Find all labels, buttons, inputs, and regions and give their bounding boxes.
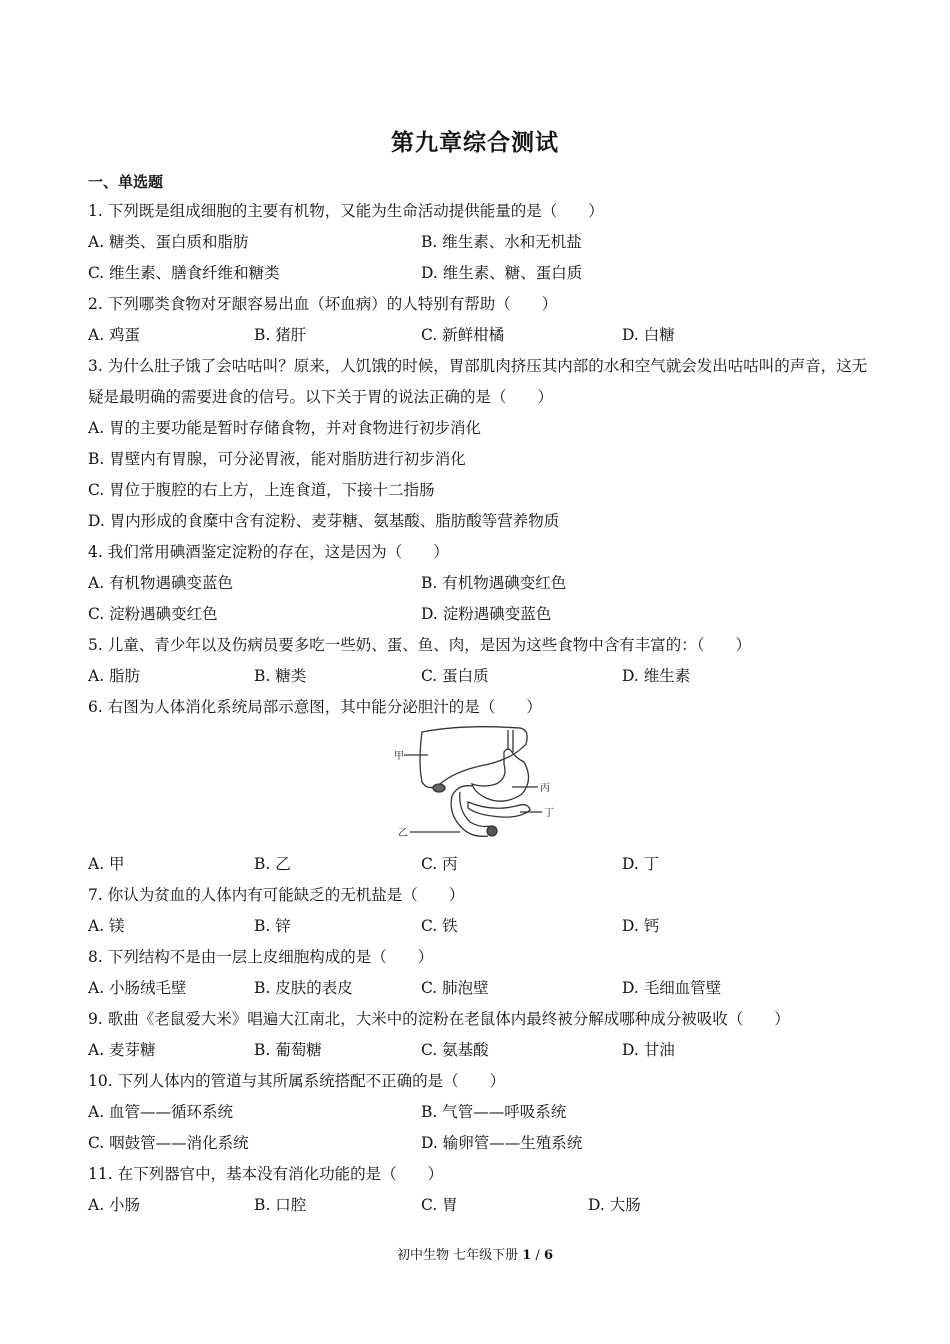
q7-option-c: C. 铁	[421, 917, 458, 935]
page-footer	[0, 1244, 950, 1263]
q10-option-d: D. 输卵管——生殖系统	[421, 1134, 583, 1152]
question-7-stem: 7. 你认为贫血的人体内有可能缺乏的无机盐是（ ）	[88, 886, 465, 904]
label-yi: 乙	[398, 828, 408, 839]
q2-option-c: C. 新鲜柑橘	[421, 326, 505, 344]
q8-option-c: C. 肺泡壁	[421, 979, 489, 997]
digestive-system-diagram	[392, 722, 562, 847]
label-ding: 丁	[544, 808, 554, 819]
q11-option-c: C. 胃	[421, 1196, 458, 1214]
q8-option-d: D. 毛细血管壁	[622, 979, 722, 997]
q6-option-c: C. 丙	[421, 855, 458, 873]
q9-option-b: B. 葡萄糖	[254, 1041, 322, 1059]
footer-total-pages: 6	[543, 1248, 553, 1263]
q10-option-a: A. 血管——循环系统	[88, 1103, 234, 1121]
q6-option-b: B. 乙	[254, 855, 291, 873]
q5-option-a: A. 脂肪	[88, 667, 141, 685]
q1-option-a: A. 糖类、蛋白质和脂肪	[88, 233, 249, 251]
stomach-shape	[472, 749, 529, 801]
q4-option-b: B. 有机物遇碘变红色	[421, 574, 567, 592]
q5-option-b: B. 糖类	[254, 667, 307, 685]
q7-option-b: B. 锌	[254, 917, 291, 935]
q1-option-b: B. 维生素、水和无机盐	[421, 233, 582, 251]
q3-option-b: B. 胃壁内有胃腺，可分泌胃液，能对脂肪进行初步消化	[88, 450, 466, 468]
label-jia: 甲	[394, 751, 404, 762]
q5-option-d: D. 维生素	[622, 667, 691, 685]
q2-option-d: D. 白糖	[622, 326, 675, 344]
footer-separator: /	[531, 1248, 544, 1263]
q9-option-c: C. 氨基酸	[421, 1041, 489, 1059]
q10-option-b: B. 气管——呼吸系统	[421, 1103, 567, 1121]
q7-option-a: A. 镁	[88, 917, 125, 935]
question-10-stem: 10. 下列人体内的管道与其所属系统搭配不正确的是（ ）	[88, 1072, 506, 1090]
q11-option-a: A. 小肠	[88, 1196, 141, 1214]
question-8-stem: 8. 下列结构不是由一层上皮细胞构成的是（ ）	[88, 948, 434, 966]
q11-option-b: B. 口腔	[254, 1196, 307, 1214]
q10-option-c: C. 咽鼓管——消化系统	[88, 1134, 249, 1152]
q1-option-d: D. 维生素、糖、蛋白质	[421, 264, 583, 282]
intestine-end-shape	[487, 826, 497, 836]
section-heading: 一、单选题	[88, 173, 164, 191]
q9-option-a: A. 麦芽糖	[88, 1041, 156, 1059]
q6-option-d: D. 丁	[622, 855, 660, 873]
q4-option-c: C. 淀粉遇碘变红色	[88, 605, 218, 623]
question-2-stem: 2. 下列哪类食物对牙龈容易出血（坏血病）的人特别有帮助（ ）	[88, 295, 558, 313]
question-5-stem: 5. 儿童、青少年以及伤病员要多吃一些奶、蛋、鱼、肉，是因为这些食物中含有丰富的：（ ）	[88, 636, 751, 654]
gallbladder-shape	[433, 784, 445, 792]
duodenum-shape	[451, 786, 490, 837]
question-3-stem: 3. 为什么肚子饿了会咕咕叫？原来，人饥饿的时候，胃部肌肉挤压其内部的水和空气就会发出咕咕叫的声音，这无疑是最明确的需要进食的信号。以下关于胃的说法正确的是（ ）	[88, 357, 868, 406]
liver-shape	[420, 727, 527, 788]
question-1-stem: 1. 下列既是组成细胞的主要有机物，又能为生命活动提供能量的是（ ）	[88, 202, 604, 220]
q4-option-a: A. 有机物遇碘变蓝色	[88, 574, 234, 592]
q3-option-d: D. 胃内形成的食糜中含有淀粉、麦芽糖、氨基酸、脂肪酸等营养物质	[88, 512, 560, 530]
q8-option-a: A. 小肠绒毛壁	[88, 979, 187, 997]
q7-option-d: D. 钙	[622, 917, 660, 935]
question-4-stem: 4. 我们常用碘酒鉴定淀粉的存在，这是因为（ ）	[88, 543, 449, 561]
q1-option-c: C. 维生素、膳食纤维和糖类	[88, 264, 280, 282]
q2-option-a: A. 鸡蛋	[88, 326, 141, 344]
pancreas-shape	[468, 802, 530, 817]
footer-text: 初中生物 七年级下册	[396, 1248, 523, 1263]
label-bing: 丙	[540, 783, 550, 794]
question-11-stem: 11. 在下列器官中，基本没有消化功能的是（ ）	[88, 1165, 444, 1183]
q5-option-c: C. 蛋白质	[421, 667, 489, 685]
q8-option-b: B. 皮肤的表皮	[254, 979, 353, 997]
q4-option-d: D. 淀粉遇碘变蓝色	[421, 605, 552, 623]
q2-option-b: B. 猪肝	[254, 326, 307, 344]
q11-option-d: D. 大肠	[588, 1196, 641, 1214]
q3-option-a: A. 胃的主要功能是暂时存储食物，并对食物进行初步消化	[88, 419, 482, 437]
page-title: 第九章综合测试	[391, 129, 559, 156]
q6-option-a: A. 甲	[88, 855, 125, 873]
footer-page-number: 1	[522, 1248, 532, 1263]
question-6-stem: 6. 右图为人体消化系统局部示意图，其中能分泌胆汁的是（ ）	[88, 698, 542, 716]
question-9-stem: 9. 歌曲《老鼠爱大米》唱遍大江南北，大米中的淀粉在老鼠体内最终被分解成哪种成分被吸收（ ）	[88, 1010, 790, 1028]
q3-option-c: C. 胃位于腹腔的右上方，上连食道，下接十二指肠	[88, 481, 435, 499]
q9-option-d: D. 甘油	[622, 1041, 675, 1059]
